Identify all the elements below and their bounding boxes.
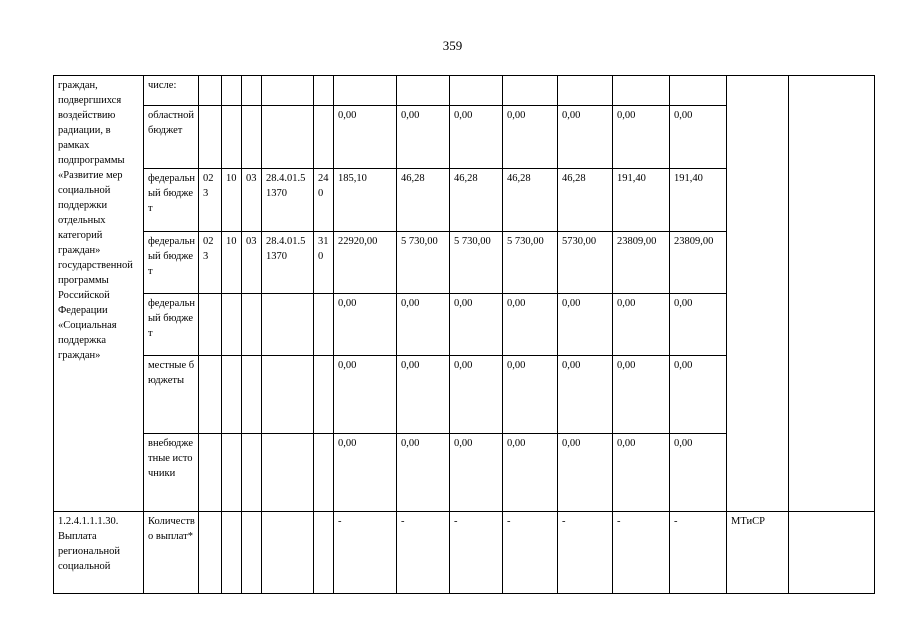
value-cell: 0,00 (450, 434, 503, 512)
indicator-cell: Количество выплат* (144, 512, 199, 594)
budget-table (53, 75, 875, 594)
code-cell: 023 (199, 232, 222, 294)
table-row (54, 512, 875, 594)
extra-cell (789, 512, 875, 594)
code-cell: 10 (222, 232, 242, 294)
code-cell: 10 (222, 169, 242, 232)
funding-source-cell: федеральный бюджет (144, 294, 199, 356)
funding-source-cell: областной бюджет (144, 106, 199, 169)
value-cell: 46,28 (503, 169, 558, 232)
code-cell: 28.4.01.51370 (262, 169, 314, 232)
code-cell (242, 356, 262, 434)
value-cell: 5 730,00 (397, 232, 450, 294)
code-cell: 28.4.01.51370 (262, 232, 314, 294)
value-cell: 5730,00 (558, 232, 613, 294)
code-cell (199, 294, 222, 356)
value-cell: 0,00 (670, 294, 727, 356)
value-cell: - (334, 512, 397, 594)
code-cell (222, 106, 242, 169)
code-cell (222, 512, 242, 594)
funding-source-cell: числе: (144, 76, 199, 106)
funding-source-cell: федеральный бюджет (144, 169, 199, 232)
code-cell (222, 76, 242, 106)
value-cell: 0,00 (558, 356, 613, 434)
value-cell: 5 730,00 (503, 232, 558, 294)
code-cell (314, 294, 334, 356)
code-cell: 03 (242, 169, 262, 232)
value-cell: 5 730,00 (450, 232, 503, 294)
value-cell: 191,40 (670, 169, 727, 232)
code-cell: 03 (242, 232, 262, 294)
value-cell: 0,00 (334, 434, 397, 512)
value-cell (334, 76, 397, 106)
value-cell: 0,00 (503, 106, 558, 169)
value-cell: 191,40 (613, 169, 670, 232)
value-cell: - (558, 512, 613, 594)
code-cell: 310 (314, 232, 334, 294)
value-cell: 185,10 (334, 169, 397, 232)
value-cell: 0,00 (397, 294, 450, 356)
value-cell (503, 76, 558, 106)
table-row (54, 76, 875, 106)
code-cell (222, 356, 242, 434)
value-cell: 0,00 (397, 434, 450, 512)
value-cell: 0,00 (670, 356, 727, 434)
value-cell: 0,00 (503, 434, 558, 512)
table-body (54, 76, 875, 594)
value-cell: 0,00 (397, 356, 450, 434)
code-cell (314, 106, 334, 169)
funding-source-cell: федеральный бюджет (144, 232, 199, 294)
value-cell (613, 76, 670, 106)
funding-source-cell: внебюджетные источники (144, 434, 199, 512)
code-cell (314, 356, 334, 434)
value-cell: 0,00 (670, 434, 727, 512)
value-cell: 46,28 (558, 169, 613, 232)
item-description-cell: 1.2.4.1.1.1.30. Выплата региональной социальной (54, 512, 144, 594)
code-cell (262, 106, 314, 169)
value-cell: 0,00 (558, 294, 613, 356)
value-cell: 46,28 (450, 169, 503, 232)
value-cell: 0,00 (613, 294, 670, 356)
funding-source-cell: местные бюджеты (144, 356, 199, 434)
code-cell (262, 434, 314, 512)
code-cell (242, 512, 262, 594)
value-cell: - (670, 512, 727, 594)
value-cell: 0,00 (334, 294, 397, 356)
code-cell (199, 356, 222, 434)
executor-cell: МТиСР (727, 512, 789, 594)
value-cell: 23809,00 (613, 232, 670, 294)
code-cell (199, 76, 222, 106)
code-cell (199, 434, 222, 512)
value-cell: 0,00 (334, 106, 397, 169)
value-cell: 0,00 (558, 106, 613, 169)
value-cell: 0,00 (503, 356, 558, 434)
code-cell (262, 512, 314, 594)
value-cell: 0,00 (450, 356, 503, 434)
code-cell (242, 106, 262, 169)
value-cell: - (613, 512, 670, 594)
item-description-cell: граждан, подвергшихся воздействию радиации, в рамках подпрограммы «Развитие мер социальной поддержки отдельных категорий граждан» государственной программы Российской Федерации «Социальная поддержка граждан» (54, 76, 144, 512)
page-number: 359 (442, 38, 463, 53)
value-cell: 0,00 (613, 356, 670, 434)
code-cell (314, 76, 334, 106)
code-cell (262, 76, 314, 106)
value-cell: 0,00 (613, 434, 670, 512)
code-cell (314, 512, 334, 594)
value-cell: 0,00 (334, 356, 397, 434)
code-cell (222, 294, 242, 356)
code-cell (222, 434, 242, 512)
value-cell: 0,00 (397, 106, 450, 169)
value-cell: - (503, 512, 558, 594)
executor-cell (727, 76, 789, 512)
extra-cell (789, 76, 875, 512)
value-cell: 46,28 (397, 169, 450, 232)
code-cell (199, 106, 222, 169)
code-cell (242, 76, 262, 106)
code-cell: 023 (199, 169, 222, 232)
value-cell: 23809,00 (670, 232, 727, 294)
code-cell (242, 294, 262, 356)
code-cell (262, 356, 314, 434)
code-cell: 240 (314, 169, 334, 232)
value-cell: 0,00 (503, 294, 558, 356)
value-cell: 0,00 (670, 106, 727, 169)
value-cell: 0,00 (613, 106, 670, 169)
value-cell: 0,00 (450, 294, 503, 356)
code-cell (199, 512, 222, 594)
value-cell (450, 76, 503, 106)
value-cell (397, 76, 450, 106)
code-cell (242, 434, 262, 512)
value-cell (558, 76, 613, 106)
value-cell: 0,00 (450, 106, 503, 169)
value-cell: - (397, 512, 450, 594)
code-cell (314, 434, 334, 512)
value-cell: - (450, 512, 503, 594)
value-cell: 22920,00 (334, 232, 397, 294)
value-cell: 0,00 (558, 434, 613, 512)
value-cell (670, 76, 727, 106)
code-cell (262, 294, 314, 356)
